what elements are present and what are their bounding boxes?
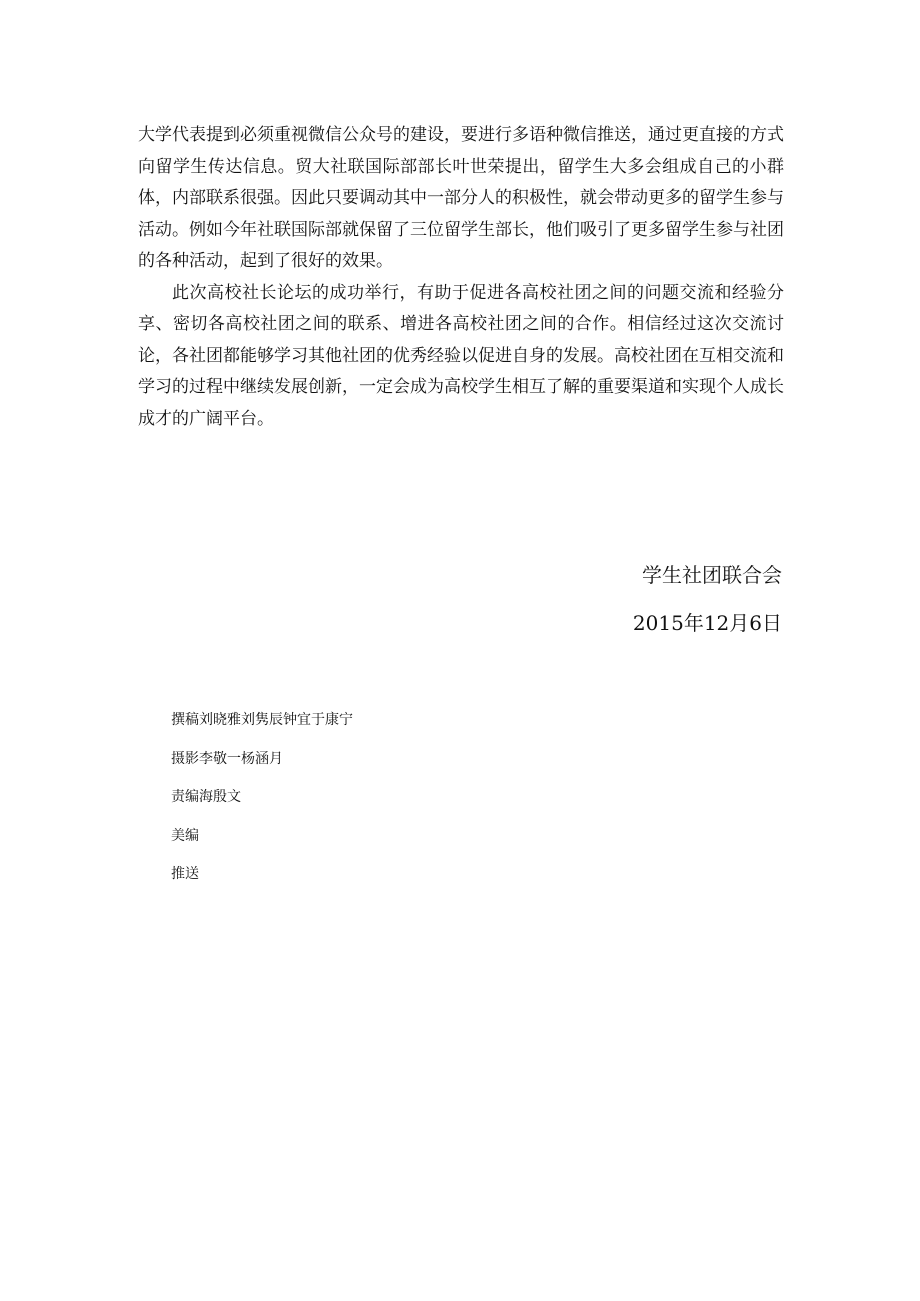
credit-design: 美编 <box>171 827 199 844</box>
credits-list <box>171 710 353 903</box>
paragraph-conclusion: 此次高校社长论坛的成功举行，有助于促进各高校社团之间的问题交流和经验分享、密切各高校社团之间的联系、增进各高校社团之间的合作。相信经过这次交流讨论，各社团都能够学习其他社团的优秀经验以促进自身的发展。高校社团在互相交流和学习的过程中继续发展创新，一定会成为高校学生相互了解的重要渠道和实现个人成长成才的广阔平台。 <box>138 282 784 429</box>
credit-publishing: 推送 <box>171 866 199 882</box>
article-body <box>138 120 784 435</box>
signature-organization: 学生社团联合会 <box>642 563 782 587</box>
credit-writers: 撰稿刘晓雅刘隽辰钟宜于康宁 <box>171 712 353 728</box>
signature-block <box>633 562 782 636</box>
credit-editor: 责编海殷文 <box>171 789 241 805</box>
paragraph-continuation: 大学代表提到必须重视微信公众号的建设，要进行多语种微信推送，通过更直接的方式向留学生传达信息。贸大社联国际部部长叶世荣提出，留学生大多会组成自己的小群体，内部联系很强。因此只要调动其中一部分人的积极性，就会带动更多的留学生参与活动。例如今年社联国际部就保留了三位留学生部长，他们吸引了更多留学生参与社团的各种活动，起到了很好的效果。 <box>138 125 784 271</box>
credit-photography: 摄影李敬一杨涵月 <box>171 750 283 767</box>
signature-date: 2015年12月6日 <box>632 611 782 635</box>
